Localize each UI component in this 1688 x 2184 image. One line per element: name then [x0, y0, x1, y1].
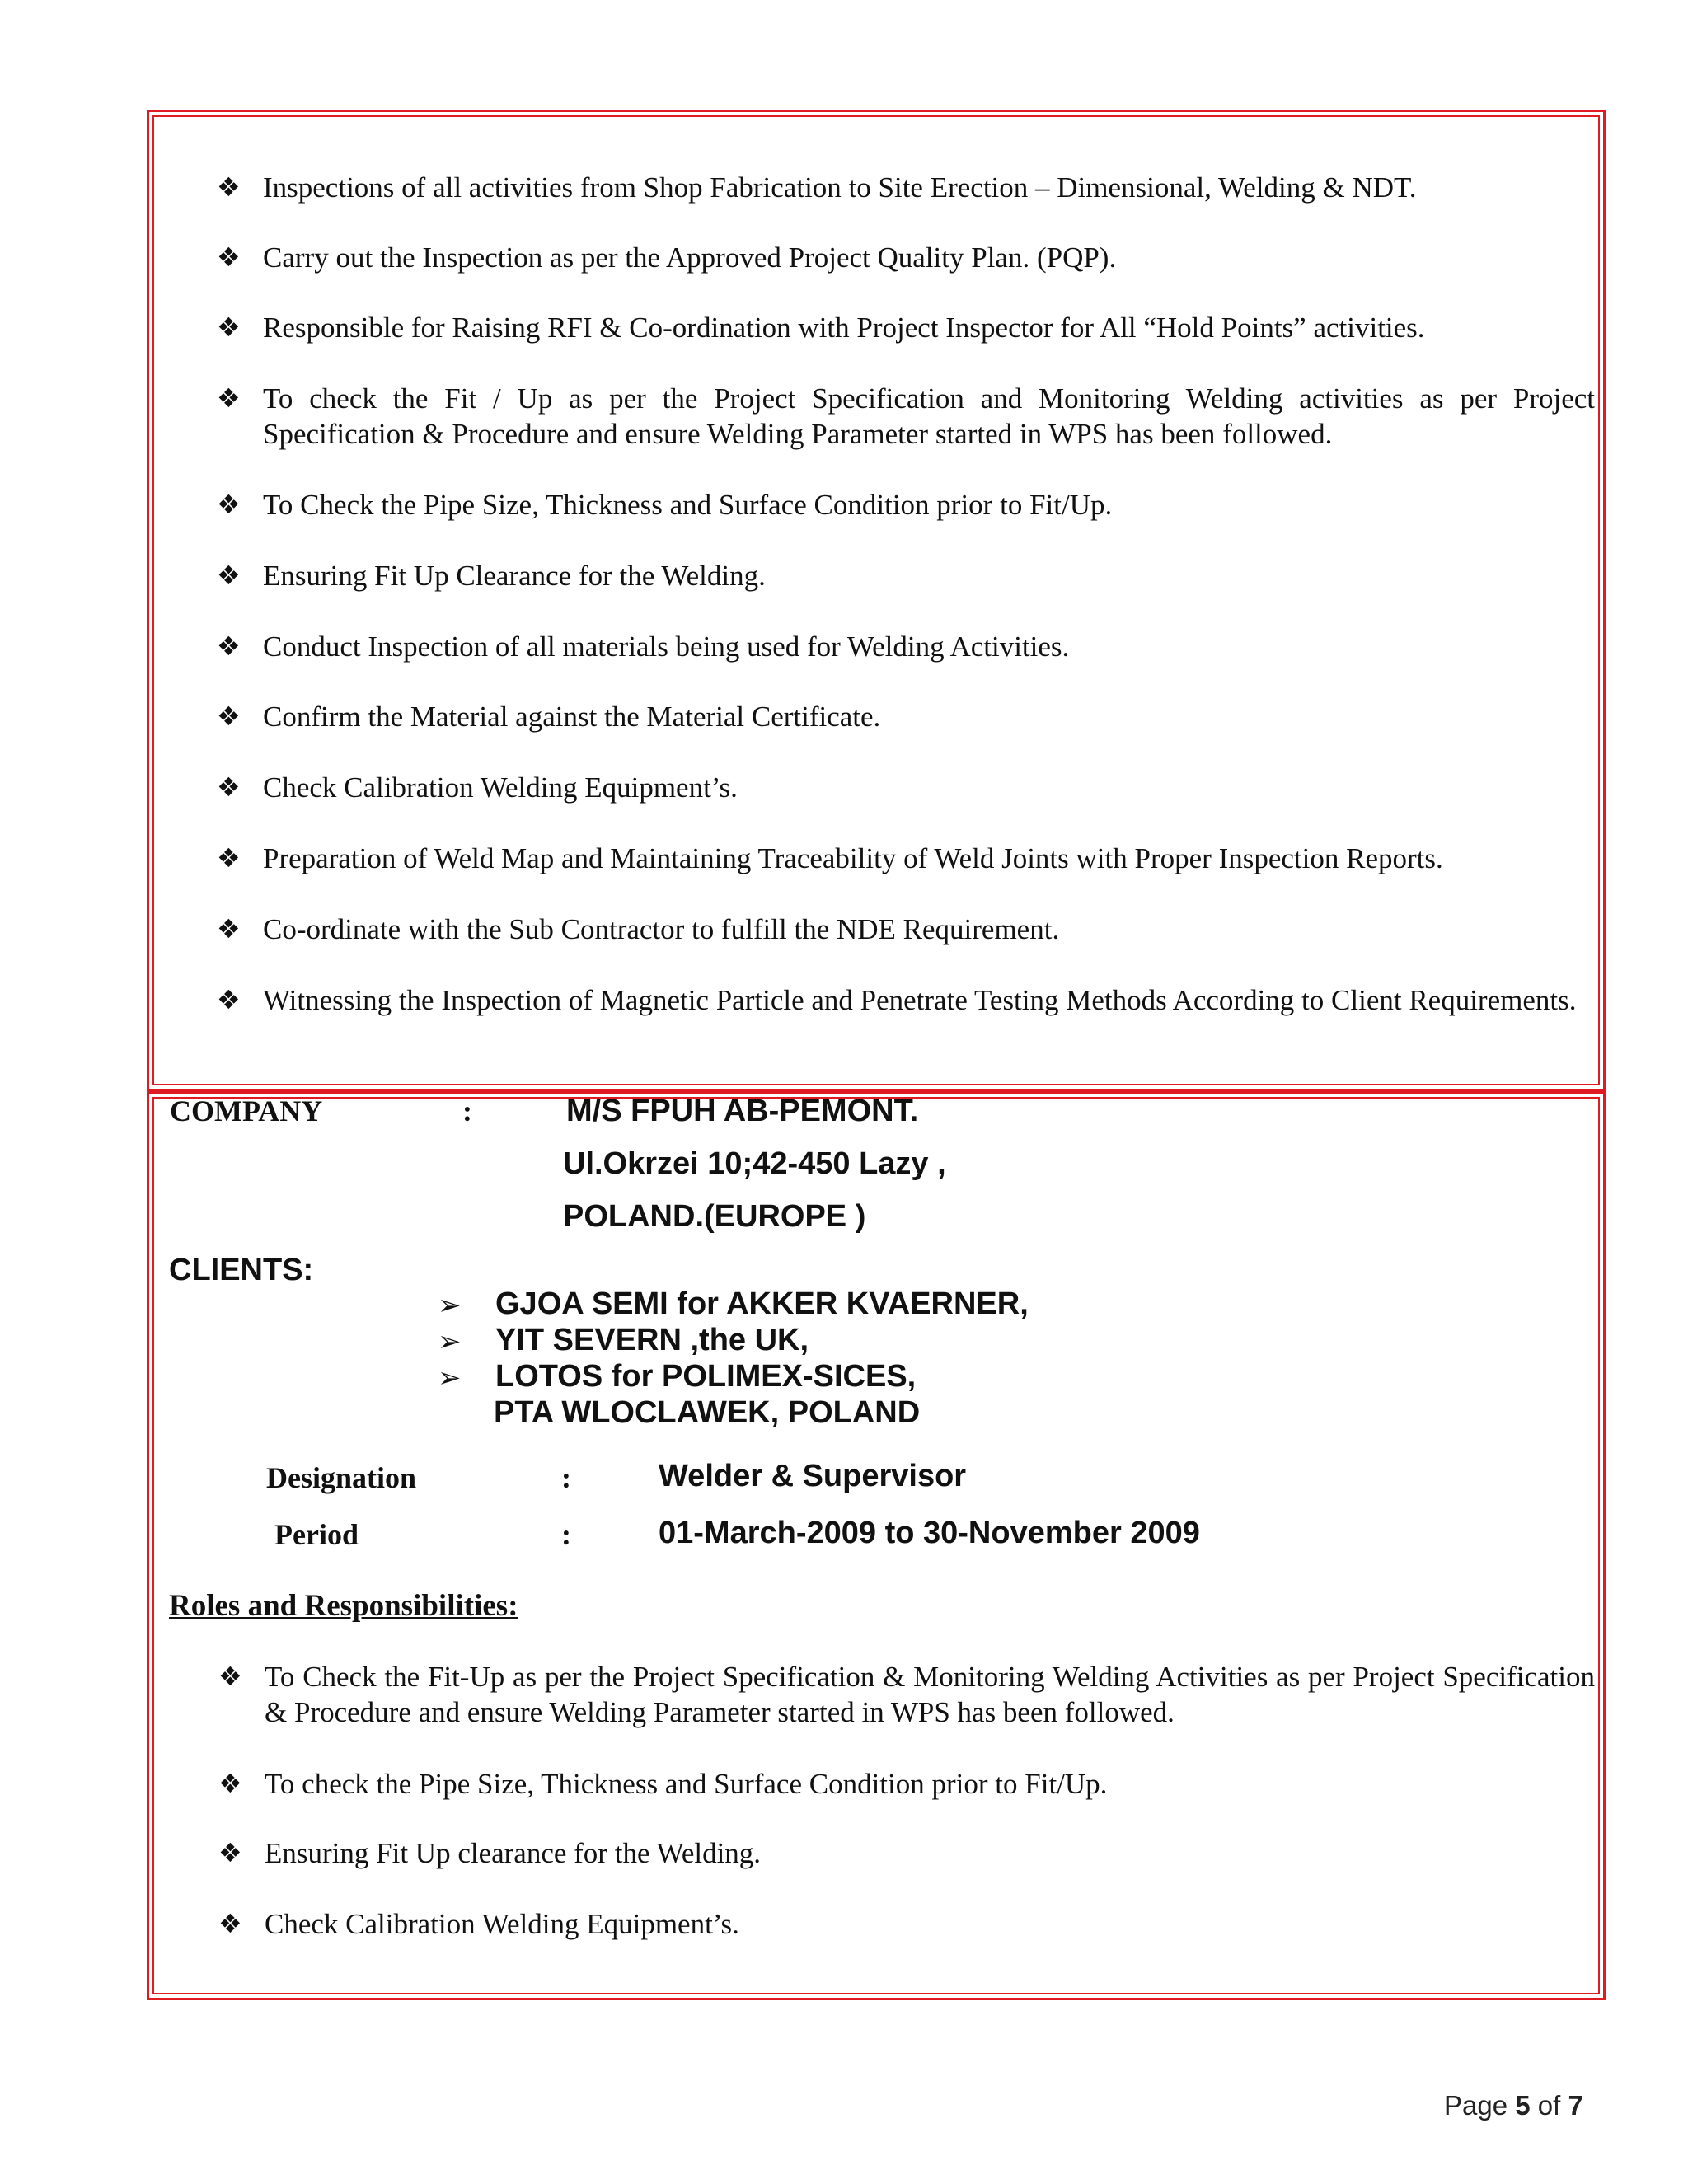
company-name: M/S FPUH AB-PEMONT.: [566, 1094, 919, 1128]
client-item: LOTOS for POLIMEX-SICES,: [495, 1359, 917, 1394]
diamond-bullet-icon: ❖: [217, 489, 241, 520]
clients-label: CLIENTS:: [169, 1253, 314, 1287]
diamond-bullet-icon: ❖: [218, 1661, 242, 1692]
diamond-bullet-icon: ❖: [217, 560, 241, 591]
page-total: 7: [1568, 2090, 1583, 2121]
diamond-bullet-icon: ❖: [217, 913, 241, 944]
list-item: ❖ Check Calibration Welding Equipment’s.: [218, 1908, 739, 1940]
list-item: ❖ To check the Fit / Up as per the Project Specification and Monitoring Welding activities as per Project Specification & Procedure and ensure Welding Parameter started in WPS has been followed.: [217, 382, 1595, 450]
client-continuation: PTA WLOCLAWEK, POLAND: [494, 1395, 921, 1430]
diamond-bullet-icon: ❖: [217, 382, 241, 414]
company-colon: :: [462, 1094, 472, 1127]
list-item: ❖ Check Calibration Welding Equipment’s.: [217, 771, 738, 804]
period-colon: :: [561, 1518, 571, 1551]
page-current: 5: [1515, 2090, 1531, 2121]
list-item: ❖ Responsible for Raising RFI & Co-ordination with Project Inspector for All “Hold Points” activities.: [217, 312, 1425, 344]
diamond-bullet-icon: ❖: [217, 171, 241, 203]
responsibilities-box: [147, 110, 1606, 1091]
diamond-bullet-icon: ❖: [217, 312, 241, 343]
company-country: POLAND.(EUROPE ): [563, 1199, 866, 1234]
diamond-bullet-icon: ❖: [217, 771, 241, 803]
list-item: ❖ Preparation of Weld Map and Maintaining Traceability of Weld Joints with Proper Inspection Reports.: [217, 842, 1443, 874]
list-item: ❖ Ensuring Fit Up clearance for the Welding.: [218, 1837, 762, 1869]
client-item: GJOA SEMI for AKKER KVAERNER,: [495, 1286, 1029, 1321]
list-item: ❖ Carry out the Inspection as per the Approved Project Quality Plan. (PQP).: [217, 241, 1117, 274]
arrow-bullet-icon: ➢: [438, 1361, 462, 1394]
diamond-bullet-icon: ❖: [217, 842, 241, 874]
diamond-bullet-icon: ❖: [218, 1908, 242, 1939]
diamond-bullet-icon: ❖: [217, 701, 241, 732]
period-label: Period: [274, 1518, 359, 1551]
designation-colon: :: [561, 1461, 571, 1494]
list-item: ❖ Confirm the Material against the Material Certificate.: [217, 701, 881, 733]
page-number: [1444, 2090, 1583, 2121]
roles-heading: Roles and Responsibilities:: [169, 1589, 518, 1623]
of-word: of: [1537, 2090, 1561, 2121]
list-item: ❖ Witnessing the Inspection of Magnetic Particle and Penetrate Testing Methods According to Client Requirements.: [217, 984, 1577, 1016]
diamond-bullet-icon: ❖: [217, 984, 241, 1015]
employment-box: [147, 1091, 1606, 2000]
client-item: YIT SEVERN ,the UK,: [495, 1323, 809, 1357]
designation-value: Welder & Supervisor: [659, 1459, 967, 1493]
list-item: ❖ Co-ordinate with the Sub Contractor to fulfill the NDE Requirement.: [217, 913, 1060, 945]
arrow-bullet-icon: ➢: [438, 1325, 462, 1358]
roles-list: [149, 1094, 1603, 1998]
diamond-bullet-icon: ❖: [218, 1768, 242, 1799]
list-item: ❖ To Check the Pipe Size, Thickness and Surface Condition prior to Fit/Up.: [217, 489, 1113, 521]
period-value: 01-March-2009 to 30-November 2009: [659, 1516, 1200, 1550]
list-item: ❖ Conduct Inspection of all materials being used for Welding Activities.: [217, 630, 1070, 663]
list-item: ❖ To check the Pipe Size, Thickness and Surface Condition prior to Fit/Up.: [218, 1768, 1108, 1800]
company-address: Ul.Okrzei 10;42-450 Lazy ,: [563, 1146, 946, 1181]
diamond-bullet-icon: ❖: [217, 630, 241, 662]
arrow-bullet-icon: ➢: [438, 1289, 462, 1322]
list-item: ❖ To Check the Fit-Up as per the Project Specification & Monitoring Welding Activities as per Project Specification & Procedure and ensure Welding Parameter started in WPS has been followed.: [218, 1661, 1595, 1728]
company-label: COMPANY: [170, 1094, 323, 1127]
diamond-bullet-icon: ❖: [217, 241, 241, 273]
diamond-bullet-icon: ❖: [218, 1837, 242, 1868]
designation-label: Designation: [266, 1461, 417, 1494]
page-word: Page: [1444, 2090, 1508, 2121]
list-item: ❖ Inspections of all activities from Shop Fabrication to Site Erection – Dimensional, Welding & NDT.: [217, 171, 1417, 204]
list-item: ❖ Ensuring Fit Up Clearance for the Welding.: [217, 560, 766, 592]
responsibilities-list: [149, 112, 1603, 1089]
